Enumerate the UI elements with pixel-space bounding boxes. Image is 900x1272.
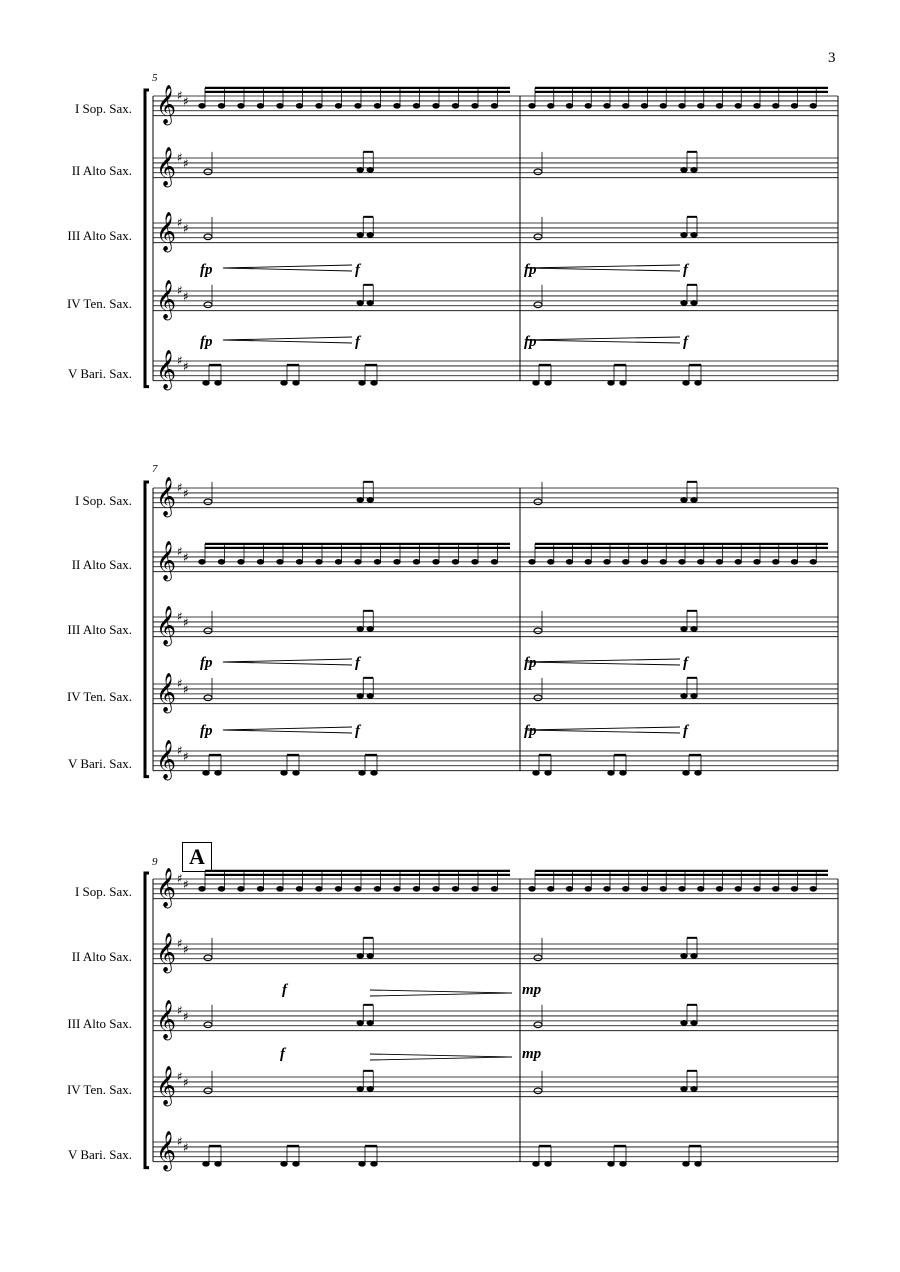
sharp-icon: ♯ [177,871,183,886]
note-head [394,560,400,565]
treble-clef-icon: 𝄞 [156,932,177,973]
note-head [691,694,697,699]
dynamic-f: f [683,334,688,350]
note-head [679,560,685,565]
note-head [754,104,760,109]
sharp-icon: ♯ [183,1009,189,1024]
instrument-name: I Sop. Sax. [74,884,132,899]
note-head [371,381,377,386]
note-head [374,887,380,892]
note-head [683,771,689,776]
half-note-head [534,169,542,175]
sharp-icon: ♯ [177,1003,183,1018]
note-head [691,168,697,173]
dynamic-fp: fp [524,723,537,739]
note-head [529,104,535,109]
note-head [203,381,209,386]
instrument-name: III Alto Sax. [67,622,132,637]
crescendo-hairpin [526,337,680,343]
sharp-icon: ♯ [177,544,183,559]
note-head [698,560,704,565]
note-head [238,104,244,109]
dynamic-fp: fp [200,655,213,671]
note-head [791,560,797,565]
bracket [145,482,149,777]
note-head [529,560,535,565]
note-head [296,560,302,565]
note-head [238,560,244,565]
note-head [374,560,380,565]
dynamic-mp: mp [522,982,542,998]
dynamic-f: f [282,982,287,998]
note-head [452,887,458,892]
dynamic-f: f [355,334,360,350]
note-head [810,887,816,892]
clefs-and-keys [156,85,189,1172]
treble-clef-icon: 𝄞 [156,476,177,517]
note-head [548,887,554,892]
note-head [367,498,373,503]
instrument-name: III Alto Sax. [67,228,132,243]
sharp-icon: ♯ [183,1140,189,1155]
page-number: 3 [828,50,836,66]
sharp-icon: ♯ [177,609,183,624]
note-head [716,887,722,892]
note-head [695,381,701,386]
dynamic-fp: fp [524,655,537,671]
instrument-name: II Alto Sax. [71,557,132,572]
note-head [773,887,779,892]
note-head [257,104,263,109]
dynamic-f: f [355,723,360,739]
sharp-icon: ♯ [177,480,183,495]
note-head [548,560,554,565]
instrument-name: IV Ten. Sax. [66,296,132,311]
sharp-icon: ♯ [183,682,189,697]
instrument-name: II Alto Sax. [71,949,132,964]
measure-number-system-3: 9 [152,856,158,868]
note-head [533,1162,539,1167]
note-head [215,771,221,776]
note-head [296,104,302,109]
note-head [566,887,572,892]
sharp-icon: ♯ [177,676,183,691]
system-brackets [145,90,149,1168]
barlines [153,96,838,1162]
treble-clef-icon: 𝄞 [156,867,177,908]
bracket [145,873,149,1168]
note-head [357,168,363,173]
note-head [357,498,363,503]
crescendo-hairpin [223,265,352,271]
note-head [357,954,363,959]
note-head [355,887,361,892]
note-head [316,887,322,892]
instrument-name: V Bari. Sax. [67,756,132,771]
note-head [413,887,419,892]
note-head [491,887,497,892]
instrument-name: I Sop. Sax. [74,493,132,508]
note-head [660,104,666,109]
sharp-icon: ♯ [183,942,189,957]
instrument-name: IV Ten. Sax. [66,689,132,704]
note-head [773,104,779,109]
sharp-icon: ♯ [177,88,183,103]
note-head [691,233,697,238]
note-head [620,1162,626,1167]
dynamic-f: f [683,262,688,278]
dynamic-mp: mp [522,1046,542,1062]
note-head [367,168,373,173]
rehearsal-mark-a: A [182,842,212,872]
instrument-name: IV Ten. Sax. [66,1082,132,1097]
note-head [623,887,629,892]
note-head [735,104,741,109]
note-head [545,1162,551,1167]
note-head [293,1162,299,1167]
instrument-name: V Bari. Sax. [67,366,132,381]
note-head [681,954,687,959]
note-head [681,168,687,173]
instrument-name: III Alto Sax. [67,1016,132,1031]
dynamic-f: f [355,655,360,671]
note-head [698,887,704,892]
half-note-head [204,1022,212,1028]
note-head [452,560,458,565]
measure-number-system-1: 5 [152,72,158,84]
note-head [367,233,373,238]
note-head [316,104,322,109]
note-head [277,104,283,109]
treble-clef-icon: 𝄞 [156,1130,177,1171]
note-head [679,104,685,109]
note-head [335,887,341,892]
note-head [681,627,687,632]
note-head [683,1162,689,1167]
note-head [238,887,244,892]
crescendo-hairpin [526,265,680,271]
note-head [660,887,666,892]
note-head [357,1087,363,1092]
note-head [735,887,741,892]
half-note-head [204,1088,212,1094]
treble-clef-icon: 𝄞 [156,146,177,187]
note-head [754,560,760,565]
sharp-icon: ♯ [183,1075,189,1090]
dynamic-fp: fp [524,334,537,350]
note-head [357,627,363,632]
note-head [394,104,400,109]
note-head [691,954,697,959]
half-note-head [204,169,212,175]
treble-clef-icon: 𝄞 [156,540,177,581]
treble-clef-icon: 𝄞 [156,279,177,320]
note-head [660,560,666,565]
sharp-icon: ♯ [183,749,189,764]
sharp-icon: ♯ [177,215,183,230]
half-note-head [204,695,212,701]
half-note-head [534,1022,542,1028]
note-head [585,104,591,109]
note-head [293,771,299,776]
note-head [716,104,722,109]
decrescendo-hairpin [370,1054,512,1060]
note-head [623,104,629,109]
treble-clef-icon: 𝄞 [156,739,177,780]
treble-clef-icon: 𝄞 [156,672,177,713]
note-head [413,104,419,109]
half-note-head [534,695,542,701]
half-note-head [534,628,542,634]
staff-lines [153,96,838,1162]
note-head [641,887,647,892]
note-head [203,771,209,776]
note-head [215,1162,221,1167]
half-note-head [204,955,212,961]
sharp-icon: ♯ [183,486,189,501]
note-head [367,694,373,699]
note-head [257,560,263,565]
note-head [681,301,687,306]
note-head [691,1021,697,1026]
treble-clef-icon: 𝄞 [156,605,177,646]
note-head [491,560,497,565]
note-head [355,104,361,109]
note-head [754,887,760,892]
note-head [316,560,322,565]
note-head [566,104,572,109]
dynamic-fp: fp [200,334,213,350]
note-head [296,887,302,892]
note-head [698,104,704,109]
note-head [357,1021,363,1026]
note-head [277,887,283,892]
crescendo-hairpin [526,727,680,733]
note-head [367,1087,373,1092]
sharp-icon: ♯ [183,156,189,171]
note-head [433,887,439,892]
note-head [716,560,722,565]
crescendo-hairpin [223,337,352,343]
measure-number-system-2: 7 [152,463,158,475]
note-head [604,887,610,892]
note-head [623,560,629,565]
instrument-name: V Bari. Sax. [67,1147,132,1162]
note-head [374,104,380,109]
note-head [608,381,614,386]
note-head [681,1087,687,1092]
dynamic-f: f [355,262,360,278]
note-head [681,694,687,699]
note-head [533,771,539,776]
note-head [691,498,697,503]
sharp-icon: ♯ [177,1134,183,1149]
note-head [604,104,610,109]
dynamic-f: f [683,655,688,671]
sharp-icon: ♯ [183,615,189,630]
note-head [620,771,626,776]
instrument-name: I Sop. Sax. [74,101,132,116]
note-head [695,1162,701,1167]
note-head [367,954,373,959]
dynamic-fp: fp [200,262,213,278]
note-head [199,887,205,892]
half-note-head [534,234,542,240]
half-note-head [204,628,212,634]
treble-clef-icon: 𝄞 [156,1065,177,1106]
treble-clef-icon: 𝄞 [156,349,177,390]
note-head [604,560,610,565]
note-head [491,104,497,109]
note-head [257,887,263,892]
note-head [691,627,697,632]
sharp-icon: ♯ [183,221,189,236]
dynamic-f: f [683,723,688,739]
note-head [199,104,205,109]
note-head [218,887,224,892]
note-head [566,560,572,565]
half-note-head [204,499,212,505]
sharp-icon: ♯ [177,283,183,298]
note-head [810,560,816,565]
note-head [545,381,551,386]
sharp-icon: ♯ [177,150,183,165]
note-head [548,104,554,109]
note-head [472,104,478,109]
note-head [281,381,287,386]
treble-clef-icon: 𝄞 [156,84,177,125]
note-head [585,887,591,892]
note-head [533,381,539,386]
note-head [691,301,697,306]
dynamic-fp: fp [200,723,213,739]
half-note-head [534,1088,542,1094]
note-head [359,771,365,776]
decrescendo-hairpin [370,990,512,996]
note-head [608,1162,614,1167]
note-head [810,104,816,109]
note-head [371,1162,377,1167]
note-head [357,233,363,238]
sharp-icon: ♯ [183,877,189,892]
crescendo-hairpin [223,659,352,665]
note-head [679,887,685,892]
sharp-icon: ♯ [177,743,183,758]
note-head [585,560,591,565]
note-head [199,560,205,565]
note-head [367,1021,373,1026]
note-head [735,560,741,565]
note-head [620,381,626,386]
sharp-icon: ♯ [183,550,189,565]
half-note-head [204,234,212,240]
note-head [773,560,779,565]
note-head [683,381,689,386]
sharp-icon: ♯ [183,94,189,109]
note-head [641,560,647,565]
note-head [433,104,439,109]
note-head [335,104,341,109]
note-head [367,627,373,632]
sharp-icon: ♯ [177,353,183,368]
note-head [681,233,687,238]
note-head [691,1087,697,1092]
note-head [608,771,614,776]
note-head [281,771,287,776]
sharp-icon: ♯ [177,1069,183,1084]
note-head [359,381,365,386]
note-head [359,1162,365,1167]
sharp-icon: ♯ [183,289,189,304]
note-head [367,301,373,306]
note-head [472,887,478,892]
half-note-head [204,302,212,308]
note-head [641,104,647,109]
note-head [357,694,363,699]
note-head [433,560,439,565]
sharp-icon: ♯ [177,936,183,951]
note-head [218,560,224,565]
note-head [281,1162,287,1167]
dynamic-fp: fp [524,262,537,278]
note-head [277,560,283,565]
note-head [791,887,797,892]
note-head [218,104,224,109]
note-head [529,887,535,892]
note-head [394,887,400,892]
half-note-head [534,302,542,308]
bracket [145,90,149,387]
dynamic-f: f [280,1046,285,1062]
treble-clef-icon: 𝄞 [156,999,177,1040]
note-head [472,560,478,565]
treble-clef-icon: 𝄞 [156,211,177,252]
note-head [695,771,701,776]
note-head [413,560,419,565]
crescendo-hairpin [526,659,680,665]
note-head [215,381,221,386]
half-note-head [534,499,542,505]
note-head [357,301,363,306]
note-head [203,1162,209,1167]
half-note-head [534,955,542,961]
note-head [791,104,797,109]
note-head [355,560,361,565]
note-head [452,104,458,109]
note-head [293,381,299,386]
note-head [371,771,377,776]
sharp-icon: ♯ [183,359,189,374]
note-head [681,498,687,503]
instrument-name: II Alto Sax. [71,163,132,178]
note-head [545,771,551,776]
note-head [335,560,341,565]
note-head [681,1021,687,1026]
crescendo-hairpin [223,727,352,733]
